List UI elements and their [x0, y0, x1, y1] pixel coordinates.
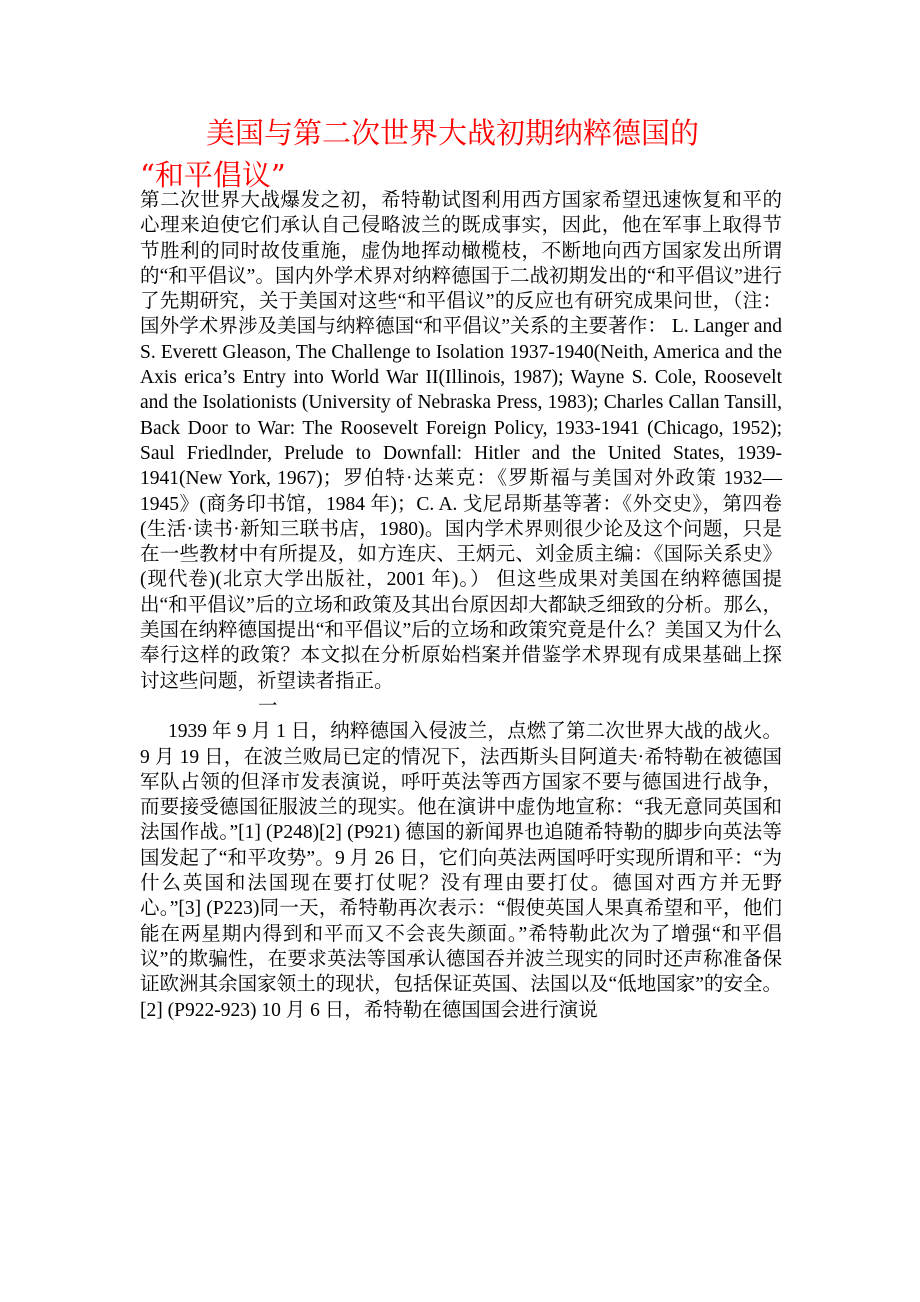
intro-paragraph: 第二次世界大战爆发之初，希特勒试图利用西方国家希望迅速恢复和平的心理来迫使它们承认自己侵略波兰的既成事实，因此，他在军事上取得节节胜利的同时故伎重施，虚伪地挥动橄榄枝，不断地向西方国家发出所谓的“和平倡议”。国内外学术界对纳粹德国于二战初期发出的“和平倡议”进行了先期研究，关于美国对这些“和平倡议”的反应也有研究成果问世，（注：国外学术界涉及美国与纳粹德国“和平倡议”关系的主要著作： L. Langer and S. Everett Gleason, The Challenge to Isolation 1937-1940(Neith, America and the Axis erica’s Entry into World War II(Illinois, 1987); Wayne S. Cole, Roosevelt and the Isolationists (University of Nebraska Press, 1983); Charles Callan Tansill, Back Door to War: The Roosevelt Foreign Policy, 1933-1941 (Chicago, 1952); Saul Friedlnder, Prelude to Downfall: Hitler and the United States, 1939-1941(New York, 1967)；罗伯特·达莱克：《罗斯福与美国对外政策 1932—1945》(商务印书馆，1984 年)；C. A. 戈尼昂斯基等著：《外交史》，第四卷(生活·读书·新知三联书店，1980)。国内学术界则很少论及这个问题，只是在一些教材中有所提及，如方连庆、王炳元、刘金质主编：《国际关系史》(现代卷)(北京大学出版社，2001 年)。） 但这些成果对美国在纳粹德国提出“和平倡议”后的立场和政策及其出台原因却大都缺乏细致的分析。那么，美国在纳粹德国提出“和平倡议”后的立场和政策究竟是什么？美国又为什么奉行这样的政策？本文拟在分析原始档案并借鉴学术界现有成果基础上探讨这些问题，祈望读者指正。	[140, 190, 782, 692]
document-title	[140, 112, 800, 196]
document-body	[140, 188, 782, 1023]
title-line-1: 美国与第二次世界大战初期纳粹德国的	[206, 116, 700, 150]
section-paragraph: 1939 年 9 月 1 日，纳粹德国入侵波兰，点燃了第二次世界大战的战火。9 月 19 日，在波兰败局已定的情况下，法西斯头目阿道夫·希特勒在被德国军队占领的但泽市发表演说，呼吁英法等西方国家不要与德国进行战争，而要接受德国征服波兰的现实。他在演讲中虚伪地宣称：“我无意同英国和法国作战。”[1] (P248)[2] (P921) 德国的新闻界也追随希特勒的脚步向英法等国发起了“和平攻势”。9 月 26 日，它们向英法两国呼吁实现所谓和平：“为什么英国和法国现在要打仗呢？没有理由要打仗。德国对西方并无野心。”[3] (P223)同一天，希特勒再次表示：“假使英国人果真希望和平，他们能在两星期内得到和平而又不会丧失颜面。”希特勒此次为了增强“和平倡议”的欺骗性，在要求英法等国承认德国吞并波兰现实的同时还声称准备保证欧洲其余国家领土的现状，包括保证英国、法国以及“低地国家”的安全。[2] (P922-923) 10 月 6 日，希特勒在德国国会进行演说	[140, 721, 782, 1021]
section-number: 一	[258, 695, 278, 717]
title-line-2: “和平倡议”	[140, 158, 286, 192]
